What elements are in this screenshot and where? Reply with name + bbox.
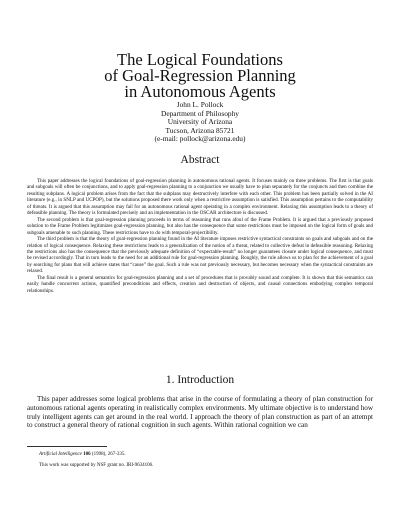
journal-pages: (1998), 267-335. [90,452,126,457]
title-line: The Logical Foundations [117,50,283,69]
introduction-body [27,395,373,430]
abstract-paragraph: The final result is a general semantics for goal-regression planning and a set of procedures that is provably sound and complete. It is shown that this semantics can easily handle concurrent actions, quantified preconditions and effects, creation and destruction of objects, and causal connections embodying complex temporal relationships. [27,274,373,294]
footnote-support: This work was supported by NSF grant no. IRI-9634106. [39,463,154,468]
abstract-paragraph: The third problem is that the theory of goal-regression planning found in the AI literature imposes restrictive syntactical constraints on goals and subgoals and on the relation of logical consequence. Relaxing these restrictions leads to a generalization of the notion of a threat, related to collective defeat in defeasible reasoning. Relaxing the restrictions also has the consequence that the previously adequate definition of “expectable-result” no longer guarantees closure under logical consequence, and must be revised accordingly. That in turn leads to the need for an additional rule for goal-regression planning. Roughly, the rule allows us to plan for the achievement of a goal by searching for plans that will achieve states that “cause” the goal. Such a rule was not previously necessary, but becomes necessary when the syntactical constraints are relaxed. [27,236,373,275]
author-email: (e-mail: pollock@arizona.edu) [154,134,246,144]
author-university: University of Arizona [167,117,233,127]
journal-name: Artificial Intelligence [39,452,82,457]
author-city: Tucson, Arizona 85721 [165,125,235,135]
title-line: of Goal-Regression Planning [104,66,296,85]
introduction-paragraph: This paper addresses some logical problems that arise in the course of formulating a theory of plan construction for autonomous rational agents operating in realistically complex environments. My ultimate objective is to understand how truly intelligent agents can get around in the real world. I approach the theory of plan construction as part of an attempt to construct a general theory of rational cognition in such agents. Within rational cognition we can [27,395,373,430]
section-heading-introduction: 1. Introduction [165,374,235,386]
footnotes [27,452,373,474]
author-name: John L. Pollock [176,100,224,109]
author-department: Department of Philosophy [160,108,239,118]
abstract-paragraph: This paper addresses the logical foundations of goal-regression planning in autonomous rational agents. It focuses mainly on three problems. The first is that goals and subgoals will often be conjunctions, and to apply goal-regression planning to a conjunction we usually have to plan separately for the conjuncts and then combine the resulting subplans. A logical problem arises from the fact that the subplans may destructively interfere with each other. This problem has been partially solved in the AI literature (e.g., in SNLP and UCPOP), but the solutions proposed there work only when a restrictive assumption is satisfied. This assumption pertains to the computability of threats. It is argued that this assumption may fail for an autonomous rational agent operating in a complex environment. Relaxing this assumption leads to a theory of defeasible planning. The theory is formulated precisely and an implementation in the OSCAR architecture is discussed. [27,178,373,217]
title-line: in Autonomous Agents [124,82,276,101]
abstract-body [27,178,373,294]
footnote-citation [39,452,373,458]
author-block [80,101,320,144]
abstract-paragraph: The second problem is that goal-regression planning proceeds in terms of reasoning that runs afoul of the Frame Problem. It is argued that a previously proposed solution to the Frame Problem legitimizes goal-regression planning, but also has the consequence that some restrictions must be imposed on the logical form of goals and subgoals amenable to such planning. These restrictions have to do with temporal-projectibility. [27,216,373,236]
footnote-divider [27,446,107,447]
paper-title [40,52,360,100]
abstract-heading: Abstract [180,154,220,166]
journal-volume: 106 [83,452,91,457]
